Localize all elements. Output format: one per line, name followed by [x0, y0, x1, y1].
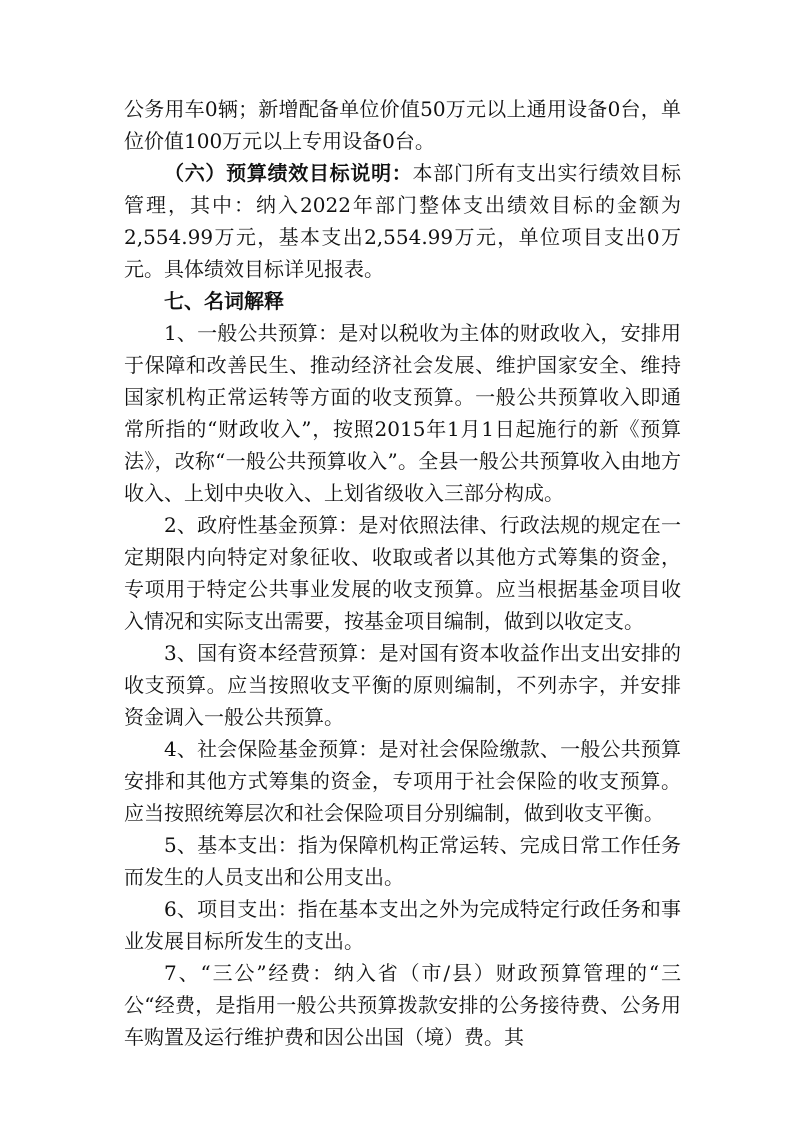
performance-paragraph: [124, 157, 681, 285]
section-heading: 七、名词解释: [164, 289, 284, 313]
term-state-capital-budget: 3、国有资本经营预算：是对国有资本收益作出支出安排的收支预算。应当按照收支平衡的原则编制，不列赤字，并安排资金调入一般公共预算。: [124, 641, 681, 729]
term-government-fund-budget: 2、政府性基金预算：是对依照法律、行政法规的规定在一定期限内向特定对象征收、收取或者以其他方式筹集的资金，专项用于特定公共事业发展的收支预算。应当根据基金项目收入情况和实际支出需要，按基金项目编制，做到以收定支。: [124, 513, 681, 633]
term-project-expenditure: 6、项目支出：指在基本支出之外为完成特定行政任务和事业发展目标所发生的支出。: [124, 897, 681, 953]
term-general-budget: 1、一般公共预算：是对以税收为主体的财政收入，安排用于保障和改善民生、推动经济社会发展、维护国家安全、维持国家机构正常运转等方面的收支预算。一般公共预算收入即通常所指的“财政收入”，按照2015年1月1日起施行的新《预算法》，改称“一般公共预算收入”。全县一般公共预算收入由地方收入、上划中央收入、上划省级收入三部分构成。: [124, 321, 681, 505]
document-body: [124, 0, 681, 1053]
continued-paragraph: 公务用车0辆；新增配备单位价值50万元以上通用设备0台，单位价值100万元以上专用设备0台。: [124, 97, 681, 153]
term-basic-expenditure: 5、基本支出：指为保障机构正常运转、完成日常工作任务而发生的人员支出和公用支出。: [124, 833, 681, 889]
term-three-public-expenses: 7、“三公”经费：纳入省（市/县）财政预算管理的“三公“经费，是指用一般公共预算拨款安排的公务接待费、公务用车购置及运行维护费和因公出国（境）费。其: [124, 961, 681, 1049]
performance-label: （六）预算绩效目标说明：: [164, 161, 413, 185]
term-social-insurance-budget: 4、社会保险基金预算：是对社会保险缴款、一般公共预算安排和其他方式筹集的资金，专项用于社会保险的收支预算。应当按照统筹层次和社会保险项目分别编制，做到收支平衡。: [124, 737, 681, 825]
performance-text: 本部门所有支出实行绩效目标管理，其中：纳入2022年部门整体支出绩效目标的金额为2,554.99万元，基本支出2,554.99万元，单位项目支出0万元。具体绩效目标详见报表。: [124, 161, 681, 281]
